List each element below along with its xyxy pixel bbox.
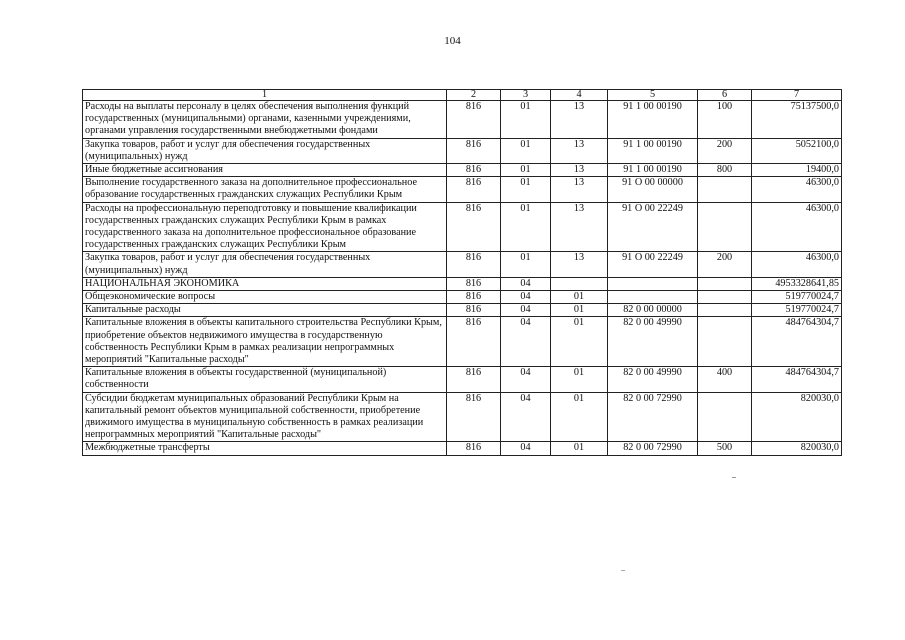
row-amount: 519770024,7 bbox=[752, 304, 842, 317]
table-row bbox=[83, 202, 842, 252]
scan-mark bbox=[732, 477, 736, 478]
row-department-code: 816 bbox=[447, 277, 501, 290]
row-amount: 75137500,0 bbox=[752, 101, 842, 139]
row-name: Выполнение государственного заказа на дополнительное профессиональное образование государственных гражданских служащих Республики Крым bbox=[83, 177, 447, 202]
row-name: Иные бюджетные ассигнования bbox=[83, 164, 447, 177]
row-section-code: 01 bbox=[501, 164, 551, 177]
row-subsection-code: 13 bbox=[551, 101, 608, 139]
row-amount: 46300,0 bbox=[752, 252, 842, 277]
row-expense-type bbox=[698, 304, 752, 317]
column-header: 2 bbox=[447, 90, 501, 101]
row-department-code: 816 bbox=[447, 101, 501, 139]
row-section-code: 04 bbox=[501, 291, 551, 304]
row-name: НАЦИОНАЛЬНАЯ ЭКОНОМИКА bbox=[83, 277, 447, 290]
row-expense-type: 500 bbox=[698, 442, 752, 455]
row-subsection-code: 13 bbox=[551, 164, 608, 177]
row-section-code: 01 bbox=[501, 101, 551, 139]
column-header: 3 bbox=[501, 90, 551, 101]
table-row bbox=[83, 291, 842, 304]
row-name: Межбюджетные трансферты bbox=[83, 442, 447, 455]
row-department-code: 816 bbox=[447, 291, 501, 304]
row-amount: 46300,0 bbox=[752, 202, 842, 252]
row-target-article: 82 0 00 72990 bbox=[608, 442, 698, 455]
row-target-article: 82 0 00 49990 bbox=[608, 367, 698, 392]
row-name: Закупка товаров, работ и услуг для обеспечения государственных (муниципальных) нужд bbox=[83, 252, 447, 277]
row-name: Общеэкономические вопросы bbox=[83, 291, 447, 304]
row-name: Расходы на профессиональную переподготовку и повышение квалификации государственных гражданских служащих Республики Крым в рамках государственного заказа на дополнительное профессиональное образование государственных гражданских служащих Республики Крым bbox=[83, 202, 447, 252]
row-target-article: 91 1 00 00190 bbox=[608, 164, 698, 177]
row-name: Капитальные вложения в объекты капитального строительства Республики Крым, приобретение объектов недвижимого имущества в государственную собственность Республики Крым в рамках реализации непрограммных мероприятий "Капитальные расходы" bbox=[83, 317, 447, 367]
row-subsection-code: 13 bbox=[551, 177, 608, 202]
row-expense-type: 800 bbox=[698, 164, 752, 177]
table-row bbox=[83, 367, 842, 392]
row-expense-type bbox=[698, 177, 752, 202]
row-target-article bbox=[608, 277, 698, 290]
row-expense-type bbox=[698, 277, 752, 290]
row-department-code: 816 bbox=[447, 317, 501, 367]
column-header: 4 bbox=[551, 90, 608, 101]
scan-mark bbox=[621, 570, 625, 571]
table-row bbox=[83, 392, 842, 442]
row-amount: 19400,0 bbox=[752, 164, 842, 177]
row-subsection-code bbox=[551, 277, 608, 290]
row-name: Расходы на выплаты персоналу в целях обеспечения выполнения функций государственных (муниципальными) органами, казенными учреждениями, органами управления государственными внебюджетными фондами bbox=[83, 101, 447, 139]
header-row bbox=[83, 90, 842, 101]
row-section-code: 04 bbox=[501, 277, 551, 290]
row-expense-type bbox=[698, 291, 752, 304]
table-row bbox=[83, 317, 842, 367]
page-number: 104 bbox=[444, 35, 461, 47]
row-subsection-code: 13 bbox=[551, 202, 608, 252]
table-row bbox=[83, 164, 842, 177]
row-amount: 820030,0 bbox=[752, 392, 842, 442]
row-name: Капитальные вложения в объекты государственной (муниципальной) собственности bbox=[83, 367, 447, 392]
row-subsection-code: 01 bbox=[551, 317, 608, 367]
column-header: 6 bbox=[698, 90, 752, 101]
row-amount: 4953328641,85 bbox=[752, 277, 842, 290]
budget-table bbox=[82, 89, 842, 456]
row-department-code: 816 bbox=[447, 202, 501, 252]
row-expense-type: 400 bbox=[698, 367, 752, 392]
row-amount: 46300,0 bbox=[752, 177, 842, 202]
row-section-code: 01 bbox=[501, 202, 551, 252]
row-department-code: 816 bbox=[447, 304, 501, 317]
row-section-code: 01 bbox=[501, 252, 551, 277]
column-header: 5 bbox=[608, 90, 698, 101]
row-department-code: 816 bbox=[447, 138, 501, 163]
row-expense-type bbox=[698, 317, 752, 367]
row-subsection-code: 01 bbox=[551, 392, 608, 442]
row-expense-type: 100 bbox=[698, 101, 752, 139]
row-name: Капитальные расходы bbox=[83, 304, 447, 317]
row-department-code: 816 bbox=[447, 367, 501, 392]
row-department-code: 816 bbox=[447, 442, 501, 455]
row-expense-type bbox=[698, 202, 752, 252]
row-department-code: 816 bbox=[447, 252, 501, 277]
row-section-code: 04 bbox=[501, 317, 551, 367]
row-expense-type bbox=[698, 392, 752, 442]
row-amount: 519770024,7 bbox=[752, 291, 842, 304]
row-subsection-code: 01 bbox=[551, 442, 608, 455]
row-target-article: 91 1 00 00190 bbox=[608, 138, 698, 163]
row-subsection-code: 01 bbox=[551, 367, 608, 392]
row-subsection-code: 01 bbox=[551, 304, 608, 317]
row-target-article: 91 О 00 22249 bbox=[608, 252, 698, 277]
row-target-article: 82 0 00 72990 bbox=[608, 392, 698, 442]
table-row bbox=[83, 442, 842, 455]
row-name: Закупка товаров, работ и услуг для обеспечения государственных (муниципальных) нужд bbox=[83, 138, 447, 163]
column-header: 1 bbox=[83, 90, 447, 101]
row-department-code: 816 bbox=[447, 164, 501, 177]
row-target-article bbox=[608, 291, 698, 304]
table-row bbox=[83, 277, 842, 290]
row-section-code: 01 bbox=[501, 177, 551, 202]
row-target-article: 82 0 00 49990 bbox=[608, 317, 698, 367]
row-section-code: 04 bbox=[501, 304, 551, 317]
row-name: Субсидии бюджетам муниципальных образований Республики Крым на капитальный ремонт объектов муниципальной собственности, приобретение движимого имущества в муниципальную собственность в рамках реализации непрограммных мероприятий "Капитальные расходы" bbox=[83, 392, 447, 442]
row-expense-type: 200 bbox=[698, 138, 752, 163]
row-amount: 820030,0 bbox=[752, 442, 842, 455]
row-section-code: 04 bbox=[501, 442, 551, 455]
table-row bbox=[83, 177, 842, 202]
row-amount: 484764304,7 bbox=[752, 367, 842, 392]
row-department-code: 816 bbox=[447, 177, 501, 202]
row-expense-type: 200 bbox=[698, 252, 752, 277]
row-target-article: 91 1 00 00190 bbox=[608, 101, 698, 139]
table-row bbox=[83, 252, 842, 277]
table-row bbox=[83, 138, 842, 163]
row-target-article: 82 0 00 00000 bbox=[608, 304, 698, 317]
row-department-code: 816 bbox=[447, 392, 501, 442]
row-target-article: 91 О 00 00000 bbox=[608, 177, 698, 202]
row-subsection-code: 01 bbox=[551, 291, 608, 304]
row-amount: 484764304,7 bbox=[752, 317, 842, 367]
row-subsection-code: 13 bbox=[551, 252, 608, 277]
row-section-code: 04 bbox=[501, 367, 551, 392]
row-section-code: 01 bbox=[501, 138, 551, 163]
row-target-article: 91 О 00 22249 bbox=[608, 202, 698, 252]
row-amount: 5052100,0 bbox=[752, 138, 842, 163]
column-header: 7 bbox=[752, 90, 842, 101]
table-row bbox=[83, 304, 842, 317]
row-subsection-code: 13 bbox=[551, 138, 608, 163]
row-section-code: 04 bbox=[501, 392, 551, 442]
table-row bbox=[83, 101, 842, 139]
